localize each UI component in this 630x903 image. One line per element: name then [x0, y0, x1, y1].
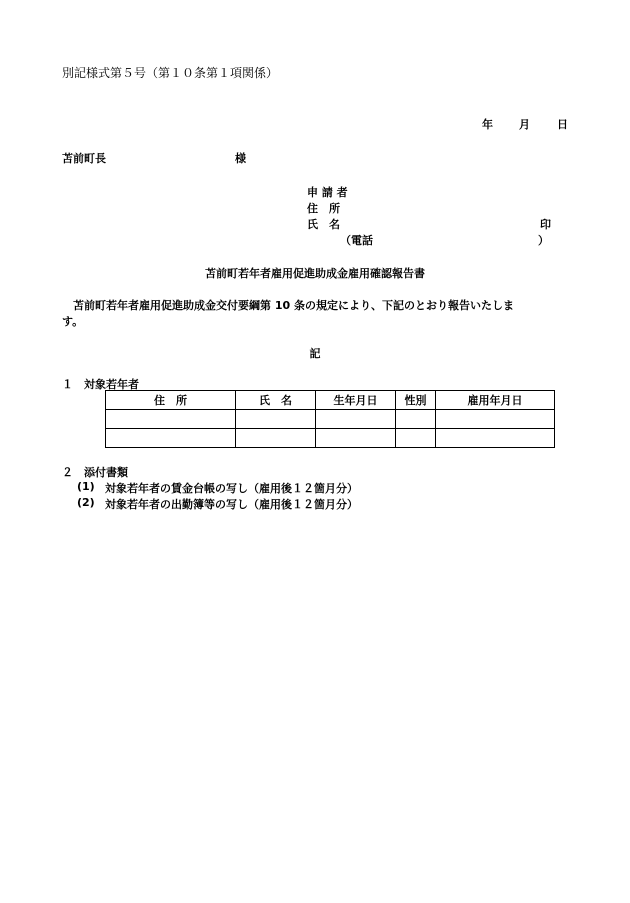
attachment-1-text: 対象若年者の賃金台帳の写し（雇用後１２箇月分）	[105, 482, 358, 495]
table-header-row	[106, 391, 555, 410]
seal-mark: 印	[540, 218, 551, 231]
table-cell[interactable]	[316, 410, 396, 429]
applicant-name-label: 氏 名	[307, 218, 340, 231]
applicant-heading: 申 請 者	[307, 186, 348, 199]
addressee-honorific: 様	[235, 152, 246, 165]
phone-close: ）	[538, 234, 549, 247]
table-cell[interactable]	[396, 410, 436, 429]
date-month: 月	[519, 118, 530, 131]
header-birthdate: 生年月日	[316, 391, 396, 410]
attachment-2-text: 対象若年者の出勤簿等の写し（雇用後１２箇月分）	[105, 498, 358, 511]
table-cell[interactable]	[236, 429, 316, 448]
table-cell[interactable]	[236, 410, 316, 429]
section1-label: １ 対象若年者	[62, 378, 139, 391]
date-year: 年	[482, 118, 493, 131]
table-row	[106, 429, 555, 448]
addressee-name: 苫前町長	[62, 152, 106, 165]
table-cell[interactable]	[106, 429, 236, 448]
target-youth-table	[105, 390, 555, 448]
body-line-1: 苫前町若年者雇用促進助成金交付要綱第 10 条の規定により、下記のとおり報告いたしま	[62, 299, 514, 312]
phone-label: （電話	[340, 234, 373, 247]
table-cell[interactable]	[436, 410, 555, 429]
table-row	[106, 410, 555, 429]
table-cell[interactable]	[106, 410, 236, 429]
form-label: 別記様式第５号（第１０条第１項関係）	[62, 66, 279, 80]
attachment-2-num: (2)	[77, 496, 95, 509]
date-day: 日	[557, 118, 568, 131]
applicant-address-label: 住 所	[307, 202, 340, 215]
attachment-1-num: (1)	[77, 480, 95, 493]
header-name: 氏 名	[236, 391, 316, 410]
table-cell[interactable]	[396, 429, 436, 448]
ki-heading: 記	[309, 347, 321, 360]
header-address: 住 所	[106, 391, 236, 410]
header-employment-date: 雇用年月日	[436, 391, 555, 410]
header-gender: 性別	[396, 391, 436, 410]
section2-label: ２ 添付書類	[62, 466, 128, 479]
table-cell[interactable]	[316, 429, 396, 448]
body-line-2: す。	[62, 315, 84, 328]
table-cell[interactable]	[436, 429, 555, 448]
report-title: 苫前町若年者雇用促進助成金雇用確認報告書	[205, 267, 425, 280]
